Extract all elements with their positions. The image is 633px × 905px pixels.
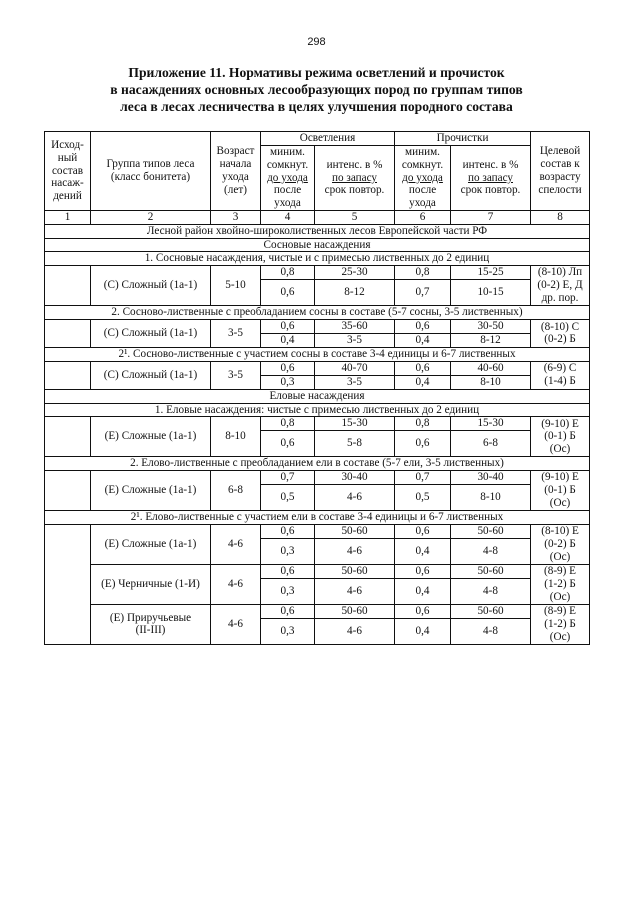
target-composition-cell: (6-9) С (1-4) Б	[531, 361, 590, 389]
table-row	[45, 564, 590, 578]
value-cell: 0,7	[261, 471, 315, 485]
header-min-density-osv: миним. сомкнут. до ухода после ухода	[261, 146, 315, 211]
group-caption: 2¹. Елово-лиственные с участием ели в составе 3-4 единицы и 6-7 лиственных	[45, 511, 590, 525]
value-cell: 4-8	[451, 538, 531, 564]
value-cell: 30-50	[451, 319, 531, 333]
value-cell: 3-5	[315, 375, 395, 389]
value-cell: 0,6	[395, 524, 451, 538]
value-cell: 0,6	[261, 431, 315, 457]
title-line-3: леса в лесах лесничества в целях улучшения породного состава	[120, 99, 513, 114]
value-cell: 8-10	[451, 375, 531, 389]
start-age-cell: 6-8	[211, 471, 261, 511]
group-caption-row	[45, 252, 590, 266]
header-intensity-proch: интенс. в % по запасу срок повтор.	[451, 146, 531, 211]
start-age-cell: 3-5	[211, 361, 261, 389]
header-start-age: Возраст начала ухода (лет)	[211, 132, 261, 211]
group-caption: 1. Сосновые насаждения, чистые и с примесью лиственных до 2 единиц	[45, 252, 590, 266]
page-number: 298	[307, 36, 326, 48]
value-cell: 50-60	[451, 564, 531, 578]
header-prochistki: Прочистки	[395, 132, 531, 146]
value-cell: 0,3	[261, 375, 315, 389]
target-composition-cell: (9-10) Е (0-1) Б (Ос)	[531, 471, 590, 511]
value-cell: 25-30	[315, 266, 395, 280]
forest-type-cell: (Е) Приручьевые (II-III)	[91, 604, 211, 644]
table-row	[45, 417, 590, 431]
value-cell: 0,4	[395, 538, 451, 564]
region-row	[45, 224, 590, 238]
value-cell: 0,4	[395, 618, 451, 644]
value-cell: 0,6	[395, 431, 451, 457]
value-cell: 0,5	[395, 485, 451, 511]
table-row	[45, 524, 590, 538]
table-row	[45, 266, 590, 280]
value-cell: 0,8	[261, 417, 315, 431]
norms-table	[44, 131, 590, 645]
value-cell: 30-40	[451, 471, 531, 485]
start-age-cell: 4-6	[211, 564, 261, 604]
initial-composition-cell	[45, 361, 91, 389]
header-forest-type-group: Группа типов леса (класс бонитета)	[91, 132, 211, 211]
value-cell: 4-6	[315, 485, 395, 511]
header-osvetleniya: Осветления	[261, 132, 395, 146]
column-number: 8	[531, 210, 590, 224]
target-composition-cell: (8-10) Е (0-2) Б (Ос)	[531, 524, 590, 564]
value-cell: 50-60	[451, 604, 531, 618]
value-cell: 0,8	[261, 266, 315, 280]
value-cell: 3-5	[315, 333, 395, 347]
value-cell: 0,6	[395, 361, 451, 375]
target-composition-cell: (8-9) Е (1-2) Б (Ос)	[531, 564, 590, 604]
initial-composition-cell	[45, 266, 91, 306]
value-cell: 15-30	[315, 417, 395, 431]
value-cell: 6-8	[451, 431, 531, 457]
value-cell: 0,6	[395, 604, 451, 618]
column-number: 6	[395, 210, 451, 224]
column-number: 7	[451, 210, 531, 224]
value-cell: 4-6	[315, 578, 395, 604]
target-composition-cell: (8-9) Е (1-2) Б (Ос)	[531, 604, 590, 644]
section-title: Еловые насаждения	[45, 389, 590, 403]
value-cell: 40-60	[451, 361, 531, 375]
forest-type-cell: (С) Сложный (1а-1)	[91, 266, 211, 306]
value-cell: 0,8	[395, 417, 451, 431]
table-row	[45, 604, 590, 618]
column-numbers-row	[45, 210, 590, 224]
value-cell: 0,6	[395, 564, 451, 578]
value-cell: 0,3	[261, 538, 315, 564]
value-cell: 0,6	[261, 361, 315, 375]
forest-type-cell: (Е) Сложные (1а-1)	[91, 417, 211, 457]
group-caption-row	[45, 457, 590, 471]
group-caption-row	[45, 403, 590, 417]
value-cell: 0,3	[261, 618, 315, 644]
column-number: 3	[211, 210, 261, 224]
value-cell: 5-8	[315, 431, 395, 457]
value-cell: 4-6	[315, 618, 395, 644]
value-cell: 0,4	[395, 333, 451, 347]
value-cell: 0,6	[261, 319, 315, 333]
header-min-density-proch: миним. сомкнут. до ухода после ухода	[395, 146, 451, 211]
value-cell: 15-30	[451, 417, 531, 431]
value-cell: 0,6	[261, 604, 315, 618]
initial-composition-cell	[45, 471, 91, 511]
value-cell: 8-12	[315, 280, 395, 306]
forest-type-cell: (С) Сложный (1а-1)	[91, 319, 211, 347]
value-cell: 0,6	[395, 319, 451, 333]
initial-composition-cell	[45, 524, 91, 644]
value-cell: 8-10	[451, 485, 531, 511]
value-cell: 50-60	[315, 564, 395, 578]
table-row	[45, 361, 590, 375]
value-cell: 8-12	[451, 333, 531, 347]
group-caption: 1. Еловые насаждения: чистые с примесью лиственных до 2 единиц	[45, 403, 590, 417]
section-row	[45, 238, 590, 252]
forest-type-cell: (Е) Черничные (1-И)	[91, 564, 211, 604]
start-age-cell: 5-10	[211, 266, 261, 306]
group-caption-row	[45, 306, 590, 320]
value-cell: 4-8	[451, 618, 531, 644]
forest-type-cell: (Е) Сложные (1а-1)	[91, 471, 211, 511]
start-age-cell: 4-6	[211, 604, 261, 644]
start-age-cell: 8-10	[211, 417, 261, 457]
table-row	[45, 471, 590, 485]
value-cell: 0,8	[395, 266, 451, 280]
section-title: Сосновые насаждения	[45, 238, 590, 252]
header-initial-composition: Исход- ный состав насаж- дений	[45, 132, 91, 211]
value-cell: 40-70	[315, 361, 395, 375]
title-line-1: Приложение 11. Нормативы режима осветлений и прочисток	[128, 65, 505, 80]
forest-type-cell: (Е) Сложные (1а-1)	[91, 524, 211, 564]
column-number: 4	[261, 210, 315, 224]
value-cell: 50-60	[451, 524, 531, 538]
region-title: Лесной район хвойно-широколиственных лесов Европейской части РФ	[45, 224, 590, 238]
value-cell: 0,6	[261, 524, 315, 538]
column-number: 2	[91, 210, 211, 224]
title-line-2: в насаждениях основных лесообразующих пород по группам типов	[110, 82, 523, 97]
group-caption: 2. Елово-лиственные с преобладанием ели в составе (5-7 ели, 3-5 лиственных)	[45, 457, 590, 471]
value-cell: 10-15	[451, 280, 531, 306]
section-row	[45, 389, 590, 403]
value-cell: 35-60	[315, 319, 395, 333]
target-composition-cell: (9-10) Е (0-1) Б (Ос)	[531, 417, 590, 457]
start-age-cell: 4-6	[211, 524, 261, 564]
group-caption: 2¹. Сосново-лиственные с участием сосны в составе 3-4 единицы и 6-7 лиственных	[45, 347, 590, 361]
value-cell: 30-40	[315, 471, 395, 485]
value-cell: 0,6	[261, 564, 315, 578]
value-cell: 15-25	[451, 266, 531, 280]
group-caption-row	[45, 347, 590, 361]
group-caption-row	[45, 511, 590, 525]
value-cell: 0,6	[261, 280, 315, 306]
group-caption: 2. Сосново-лиственные с преобладанием сосны в составе (5-7 сосны, 3-5 лиственных)	[45, 306, 590, 320]
start-age-cell: 3-5	[211, 319, 261, 347]
forest-type-cell: (С) Сложный (1а-1)	[91, 361, 211, 389]
document-title	[60, 64, 573, 115]
target-composition-cell: (8-10) Лп (0-2) Е, Д др. пор.	[531, 266, 590, 306]
value-cell: 0,4	[395, 578, 451, 604]
value-cell: 0,4	[395, 375, 451, 389]
column-number: 5	[315, 210, 395, 224]
table-row	[45, 319, 590, 333]
initial-composition-cell	[45, 319, 91, 347]
value-cell: 0,7	[395, 471, 451, 485]
value-cell: 50-60	[315, 604, 395, 618]
value-cell: 0,3	[261, 578, 315, 604]
header-intensity-osv: интенс. в % по запасу срок повтор.	[315, 146, 395, 211]
value-cell: 0,5	[261, 485, 315, 511]
value-cell: 0,7	[395, 280, 451, 306]
value-cell: 4-6	[315, 538, 395, 564]
value-cell: 0,4	[261, 333, 315, 347]
value-cell: 4-8	[451, 578, 531, 604]
value-cell: 50-60	[315, 524, 395, 538]
target-composition-cell: (8-10) С (0-2) Б	[531, 319, 590, 347]
header-target-composition: Целевой состав к возрасту спелости	[531, 132, 590, 211]
column-number: 1	[45, 210, 91, 224]
initial-composition-cell	[45, 417, 91, 457]
